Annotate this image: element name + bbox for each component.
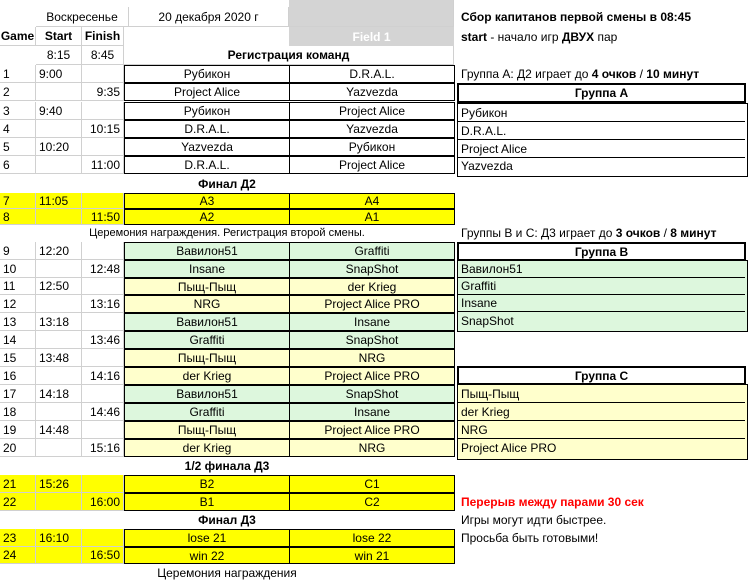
- game-finish: 11:00: [82, 156, 124, 174]
- captains-note: Сбор капитанов первой смены в 08:45: [461, 10, 692, 24]
- game-number: 7: [0, 193, 36, 209]
- date-cell: 20 декабря 2020 г: [129, 7, 289, 27]
- game-finish: 16:50: [82, 547, 124, 564]
- group-bc-note-sep: /: [660, 226, 671, 240]
- group-a-team: Project Alice: [458, 140, 745, 158]
- game-team-1: NRG: [124, 295, 290, 313]
- game-team-2: Project Alice PRO: [289, 295, 455, 313]
- game-team-2: SnapShot: [289, 385, 455, 403]
- game-finish: [82, 65, 124, 83]
- group-a-note-minutes: 10 минут: [646, 67, 700, 81]
- game-finish: 9:35: [82, 83, 124, 101]
- game-team-1: A2: [124, 209, 290, 225]
- game-team-2: Yazvezda: [289, 120, 455, 138]
- game-start: [36, 439, 82, 457]
- field-label: Field 1: [352, 29, 391, 44]
- game-start: [36, 260, 82, 278]
- game-start: [36, 331, 82, 349]
- group-b-title: Группа В: [457, 242, 746, 261]
- game-finish: [82, 349, 124, 367]
- game-number: 13: [0, 313, 36, 331]
- break-note: Перерыв между парами 30 сек: [461, 495, 644, 509]
- game-team-1: Рубикон: [124, 65, 290, 83]
- game-team-2: Insane: [289, 313, 455, 331]
- group-c-team: der Krieg: [458, 403, 745, 421]
- game-finish: 16:00: [82, 493, 124, 511]
- game-team-1: B2: [124, 475, 290, 493]
- group-c-title: Группа С: [457, 366, 746, 385]
- game-number: 24: [0, 547, 36, 564]
- group-a-title: Группа А: [457, 83, 746, 103]
- section-semi-d3: 1/2 финала Д3: [184, 459, 270, 473]
- game-finish: [82, 278, 124, 295]
- start-note: [458, 27, 748, 46]
- game-finish: 13:46: [82, 331, 124, 349]
- game-start: [36, 493, 82, 511]
- game-team-1: Graffiti: [124, 403, 290, 421]
- game-team-1: Graffiti: [124, 331, 290, 349]
- game-finish: 14:16: [82, 367, 124, 385]
- game-finish: 13:16: [82, 295, 124, 313]
- group-c-list: [457, 384, 748, 460]
- game-start: [36, 403, 82, 421]
- group-a-note-points: 4 очков: [591, 67, 637, 81]
- game-number: 17: [0, 385, 36, 403]
- game-team-2: A4: [289, 193, 455, 209]
- game-team-2: Project Alice PRO: [289, 421, 455, 439]
- col-header-field: [289, 27, 454, 46]
- game-team-1: Пыщ-Пыщ: [124, 421, 290, 439]
- game-number: 4: [0, 120, 36, 138]
- game-team-2: C2: [289, 493, 455, 511]
- game-team-1: Вавилон51: [124, 242, 290, 260]
- game-team-2: NRG: [289, 349, 455, 367]
- game-team-1: Рубикон: [124, 102, 290, 120]
- game-start: 9:00: [36, 65, 82, 83]
- game-team-1: Вавилон51: [124, 313, 290, 331]
- game-start: 13:48: [36, 349, 82, 367]
- game-number: 21: [0, 475, 36, 493]
- game-finish: [82, 193, 124, 209]
- group-b-team: SnapShot: [461, 313, 514, 328]
- group-a-note: [458, 65, 748, 83]
- game-finish: 15:16: [82, 439, 124, 457]
- game-start: 11:05: [36, 193, 82, 209]
- game-team-2: SnapShot: [289, 260, 455, 278]
- game-team-2: lose 22: [289, 529, 455, 547]
- game-team-1: der Krieg: [124, 439, 290, 457]
- game-number: 10: [0, 260, 36, 278]
- col-header-game: Game: [0, 27, 36, 46]
- group-a-team: Yazvezda: [461, 159, 513, 173]
- group-bc-note-points: 3 очков: [615, 226, 661, 240]
- group-a-team: Рубикон: [458, 104, 745, 122]
- game-team-1: Пыщ-Пыщ: [124, 278, 290, 295]
- faster-note: Игры могут идти быстрее.: [461, 513, 607, 527]
- game-team-2: A1: [289, 209, 455, 225]
- game-number: 8: [0, 209, 36, 225]
- game-team-2: Project Alice: [289, 102, 455, 120]
- game-start: 12:50: [36, 278, 82, 295]
- game-team-2: NRG: [289, 439, 455, 457]
- group-a-list: [457, 103, 748, 177]
- game-finish: 11:50: [82, 209, 124, 225]
- game-start: 9:40: [36, 102, 82, 120]
- game-number: 12: [0, 295, 36, 313]
- game-team-1: Insane: [124, 260, 290, 278]
- game-finish: [82, 385, 124, 403]
- group-bc-note: [458, 224, 750, 242]
- game-number: 1: [0, 65, 36, 83]
- game-team-1: D.R.A.L.: [124, 156, 290, 174]
- day-cell: Воскресенье: [36, 7, 129, 27]
- game-number: 18: [0, 403, 36, 421]
- game-finish: [82, 242, 124, 260]
- group-b-team: Вавилон51: [458, 261, 745, 278]
- game-finish: 14:46: [82, 403, 124, 421]
- game-team-2: SnapShot: [289, 331, 455, 349]
- game-number: 11: [0, 278, 36, 295]
- reg-start: 8:15: [36, 46, 82, 65]
- group-b-team: Graffiti: [458, 278, 745, 295]
- start-note-word: start: [461, 29, 488, 44]
- game-number: 3: [0, 102, 36, 120]
- group-c-team: Пыщ-Пыщ: [458, 385, 745, 403]
- game-start: [36, 120, 82, 138]
- game-start: [36, 209, 82, 225]
- game-team-1: der Krieg: [124, 367, 290, 385]
- game-team-2: Yazvezda: [289, 83, 455, 101]
- game-start: 13:18: [36, 313, 82, 331]
- group-a-note-sep: /: [636, 67, 647, 81]
- game-team-1: Пыщ-Пыщ: [124, 349, 290, 367]
- game-finish: [82, 421, 124, 439]
- reg-finish: 8:45: [82, 46, 124, 65]
- reg-title: Регистрация команд: [124, 46, 454, 65]
- game-team-2: Insane: [289, 403, 455, 421]
- game-number: 5: [0, 138, 36, 156]
- group-a-note-pre: Группа А: Д2 играет до: [461, 67, 592, 81]
- col-header-finish: Finish: [82, 27, 124, 46]
- group-bc-note-minutes: 8 минут: [670, 226, 717, 240]
- group-a-team: D.R.A.L.: [458, 122, 745, 140]
- game-team-1: Yazvezda: [124, 138, 290, 156]
- game-start: [36, 156, 82, 174]
- game-start: [36, 83, 82, 101]
- game-number: 9: [0, 242, 36, 260]
- game-number: 16: [0, 367, 36, 385]
- section-ceremony-1: Церемония награждения. Регистрация второй смены.: [89, 226, 365, 239]
- game-finish: [82, 313, 124, 331]
- start-note-bold: ДВУХ: [561, 29, 595, 44]
- game-number: 6: [0, 156, 36, 174]
- game-number: 15: [0, 349, 36, 367]
- ready-note: Просьба быть готовыми!: [461, 531, 599, 545]
- game-finish: [82, 102, 124, 120]
- group-c-team: NRG: [458, 421, 745, 439]
- game-finish: [82, 529, 124, 547]
- game-start: 12:20: [36, 242, 82, 260]
- section-final-d2: Финал Д2: [198, 176, 256, 191]
- game-start: 15:26: [36, 475, 82, 493]
- game-finish: [82, 475, 124, 493]
- game-team-1: B1: [124, 493, 290, 511]
- game-team-2: C1: [289, 475, 455, 493]
- game-team-2: Project Alice: [289, 156, 455, 174]
- col-header-start: Start: [36, 27, 82, 46]
- group-c-team: Project Alice PRO: [461, 441, 557, 455]
- game-team-1: win 22: [124, 547, 290, 564]
- game-team-2: Graffiti: [289, 242, 455, 260]
- game-team-1: Вавилон51: [124, 385, 290, 403]
- game-start: 16:10: [36, 529, 82, 547]
- group-bc-note-pre: Группы В и С: Д3 играет до: [461, 226, 616, 240]
- game-number: 22: [0, 493, 36, 511]
- game-start: [36, 295, 82, 313]
- game-team-1: Project Alice: [124, 83, 290, 101]
- game-team-1: lose 21: [124, 529, 290, 547]
- group-b-team: Insane: [458, 295, 745, 312]
- game-finish: 10:15: [82, 120, 124, 138]
- game-start: [36, 367, 82, 385]
- game-start: [36, 547, 82, 564]
- game-team-2: D.R.A.L.: [289, 65, 455, 83]
- section-final-d3: Финал Д3: [198, 513, 256, 527]
- section-ceremony-2: Церемония награждения: [157, 566, 297, 580]
- game-start: 14:18: [36, 385, 82, 403]
- game-team-2: Рубикон: [289, 138, 455, 156]
- game-number: 23: [0, 529, 36, 547]
- game-finish: 12:48: [82, 260, 124, 278]
- field-header-top: [289, 0, 454, 27]
- game-team-1: A3: [124, 193, 290, 209]
- group-b-list: [457, 260, 748, 332]
- game-number: 14: [0, 331, 36, 349]
- game-number: 2: [0, 83, 36, 101]
- game-start: 10:20: [36, 138, 82, 156]
- start-note-mid: - начало игр: [487, 29, 562, 44]
- game-start: 14:48: [36, 421, 82, 439]
- game-finish: [82, 138, 124, 156]
- game-team-2: der Krieg: [289, 278, 455, 295]
- game-team-1: D.R.A.L.: [124, 120, 290, 138]
- game-team-2: Project Alice PRO: [289, 367, 455, 385]
- start-note-tail: пар: [594, 29, 618, 44]
- game-number: 20: [0, 439, 36, 457]
- game-number: 19: [0, 421, 36, 439]
- game-team-2: win 21: [289, 547, 455, 564]
